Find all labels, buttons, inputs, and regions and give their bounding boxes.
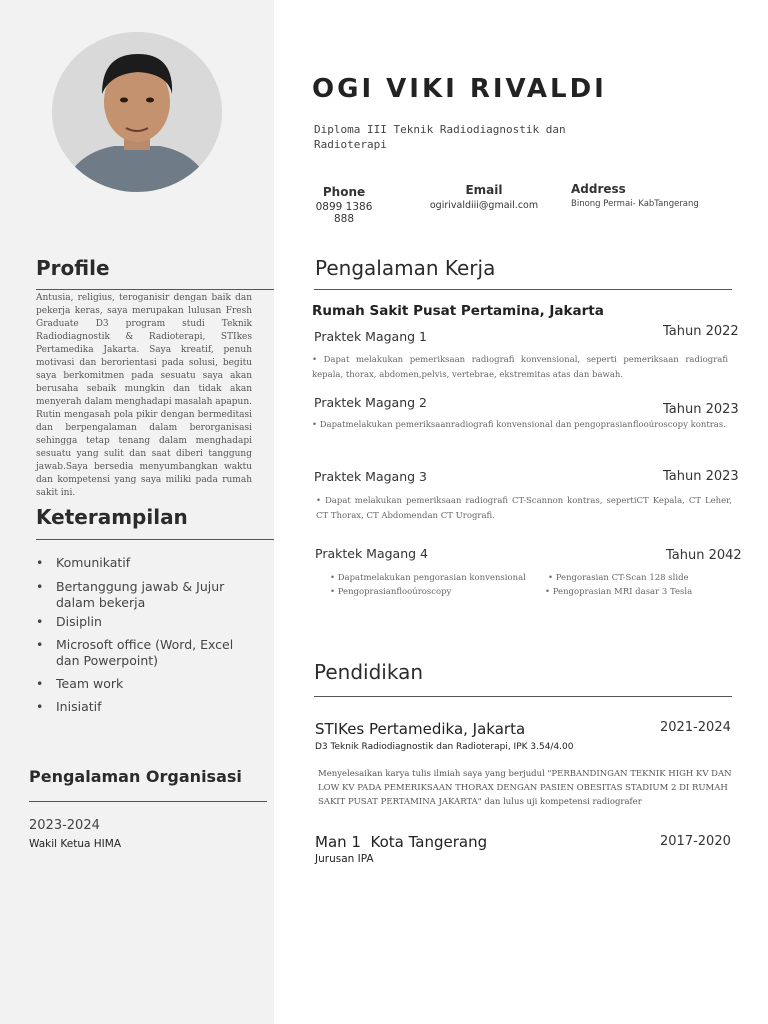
organization-divider — [29, 801, 267, 802]
job-title: Praktek Magang 1 — [314, 329, 427, 344]
school-years: 2017-2020 — [660, 834, 731, 849]
job-year: Tahun 2023 — [663, 469, 739, 484]
contact-address — [571, 182, 731, 209]
education-heading: Pendidikan — [314, 660, 423, 684]
job-bullet: • Pengoprasianflooúroscopy — [330, 587, 452, 597]
skill-item: • Komunikatif — [36, 555, 131, 570]
education-divider — [314, 696, 732, 697]
skills-divider — [36, 539, 274, 540]
school-name: Man 1 Kota Tangerang — [315, 833, 488, 851]
profile-heading: Profile — [36, 256, 110, 280]
job-year: Tahun 2042 — [666, 548, 742, 563]
job-description: • Dapat melakukan pemeriksaan radiografi konvensional, seperti pemeriksaan radiografi kepala, thorax, abdomen,pelvis, vertebrae, ekstremitas atas dan bawah. — [312, 355, 728, 380]
organization-role: Wakil Ketua HIMA — [29, 838, 121, 850]
job-bullet: • Dapatmelakukan pengorasian konvensional — [330, 573, 526, 583]
job-bullet: • Pengoprasian MRI dasar 3 Tesla — [545, 587, 693, 597]
school-note: Menyelesaikan karya tulis ilmiah saya yang berjudul "PERBANDINGAN TEKNIK HIGH KV DAN LOW KV PADA PEMERIKSAAN THORAX DENGAN PASIEN OBESITAS STADIUM 2 DI RUMAH SAKIT PUSAT PERTAMINA JAKARTA" dan lulus uji kompetensi radiografer — [318, 769, 732, 807]
profile-text: Antusia, religius, teroganisir dengan baik dan pekerja keras, saya merupakan lulusan Fresh Graduate D3 program studi Teknik Radiodiagnostik & Radioterapi, STIkes Pertamedika Jakarta. Saya kreatif, penuh motivasi dan berorientasi pada solusi, begitu saya berkomitmen pada sesuatu saya akan berusaha sebaik mungkin dan tidak akan menyerah dalam menghadapi masalah apapun. Rutin mengasah pola pikir dengan bermeditasi dan berpengalaman dalam berorganisasi sehingga tetap tenang dalam menghadapi sesuatu yang sulit dan saat diberi tanggung jawab.Saya bersedia menyumbangkan waktu dan kompetensi yang saya miliki pada rumah sakit ini. — [36, 293, 252, 498]
school-years: 2021-2024 — [660, 720, 731, 735]
skills-heading: Keterampilan — [36, 505, 188, 529]
skill-item: • Inisiatif — [36, 699, 102, 714]
skill-item: • Team work — [36, 676, 124, 691]
email-label: Email — [465, 183, 503, 197]
skill-item: • Microsoft office (Word, Excel dan Powerpoint) — [36, 637, 234, 668]
organization-heading: Pengalaman Organisasi — [29, 767, 242, 786]
skill-item: • Bertanggung jawab & Jujur dalam bekerja — [36, 579, 225, 610]
profile-photo — [52, 32, 222, 192]
job-title: Praktek Magang 2 — [314, 395, 427, 410]
phone-value: 0899 1386 888 — [315, 201, 373, 225]
job-title: Praktek Magang 4 — [315, 546, 428, 561]
address-label: Address — [571, 182, 626, 196]
job-year: Tahun 2023 — [663, 402, 739, 417]
address-value: Binong Permai- KabTangerang — [571, 199, 699, 209]
work-heading: Pengalaman Kerja — [315, 256, 496, 280]
contact-email — [428, 183, 540, 211]
email-value: ogirivaldiii@gmail.com — [429, 200, 539, 211]
degree-title: Diploma III Teknik Radiodiagnostik dan Radioterapi — [314, 123, 566, 151]
phone-label: Phone — [322, 185, 366, 199]
job-title: Praktek Magang 3 — [314, 469, 427, 484]
skill-item: • Disiplin — [36, 614, 102, 629]
job-year: Tahun 2022 — [663, 324, 739, 339]
job-description: • Dapatmelakukan pemeriksaanradiografi konvensional dan pengoprasianflooúroscopy kontras. — [312, 420, 726, 430]
job-bullet: • Pengorasian CT-Scan 128 slide — [548, 573, 689, 583]
school-name: STIKes Pertamedika, Jakarta — [315, 720, 526, 738]
job-description: • Dapat melakukan pemeriksaan radiografi CT-Scannon kontras, sepertiCT Kepala, CT Leher, CT Thorax, CT Abdomendan CT Urografi. — [316, 496, 732, 521]
work-divider — [314, 289, 732, 290]
work-employer: Rumah Sakit Pusat Pertamina, Jakarta — [312, 303, 604, 319]
profile-divider — [36, 289, 274, 290]
school-detail: D3 Teknik Radiodiagnostik dan Radioterapi, IPK 3.54/4.00 — [315, 742, 574, 752]
candidate-name: OGI VIKI RIVALDI — [312, 74, 607, 104]
school-detail: Jurusan IPA — [315, 853, 374, 865]
contact-phone — [304, 185, 384, 225]
organization-period: 2023-2024 — [29, 818, 100, 833]
